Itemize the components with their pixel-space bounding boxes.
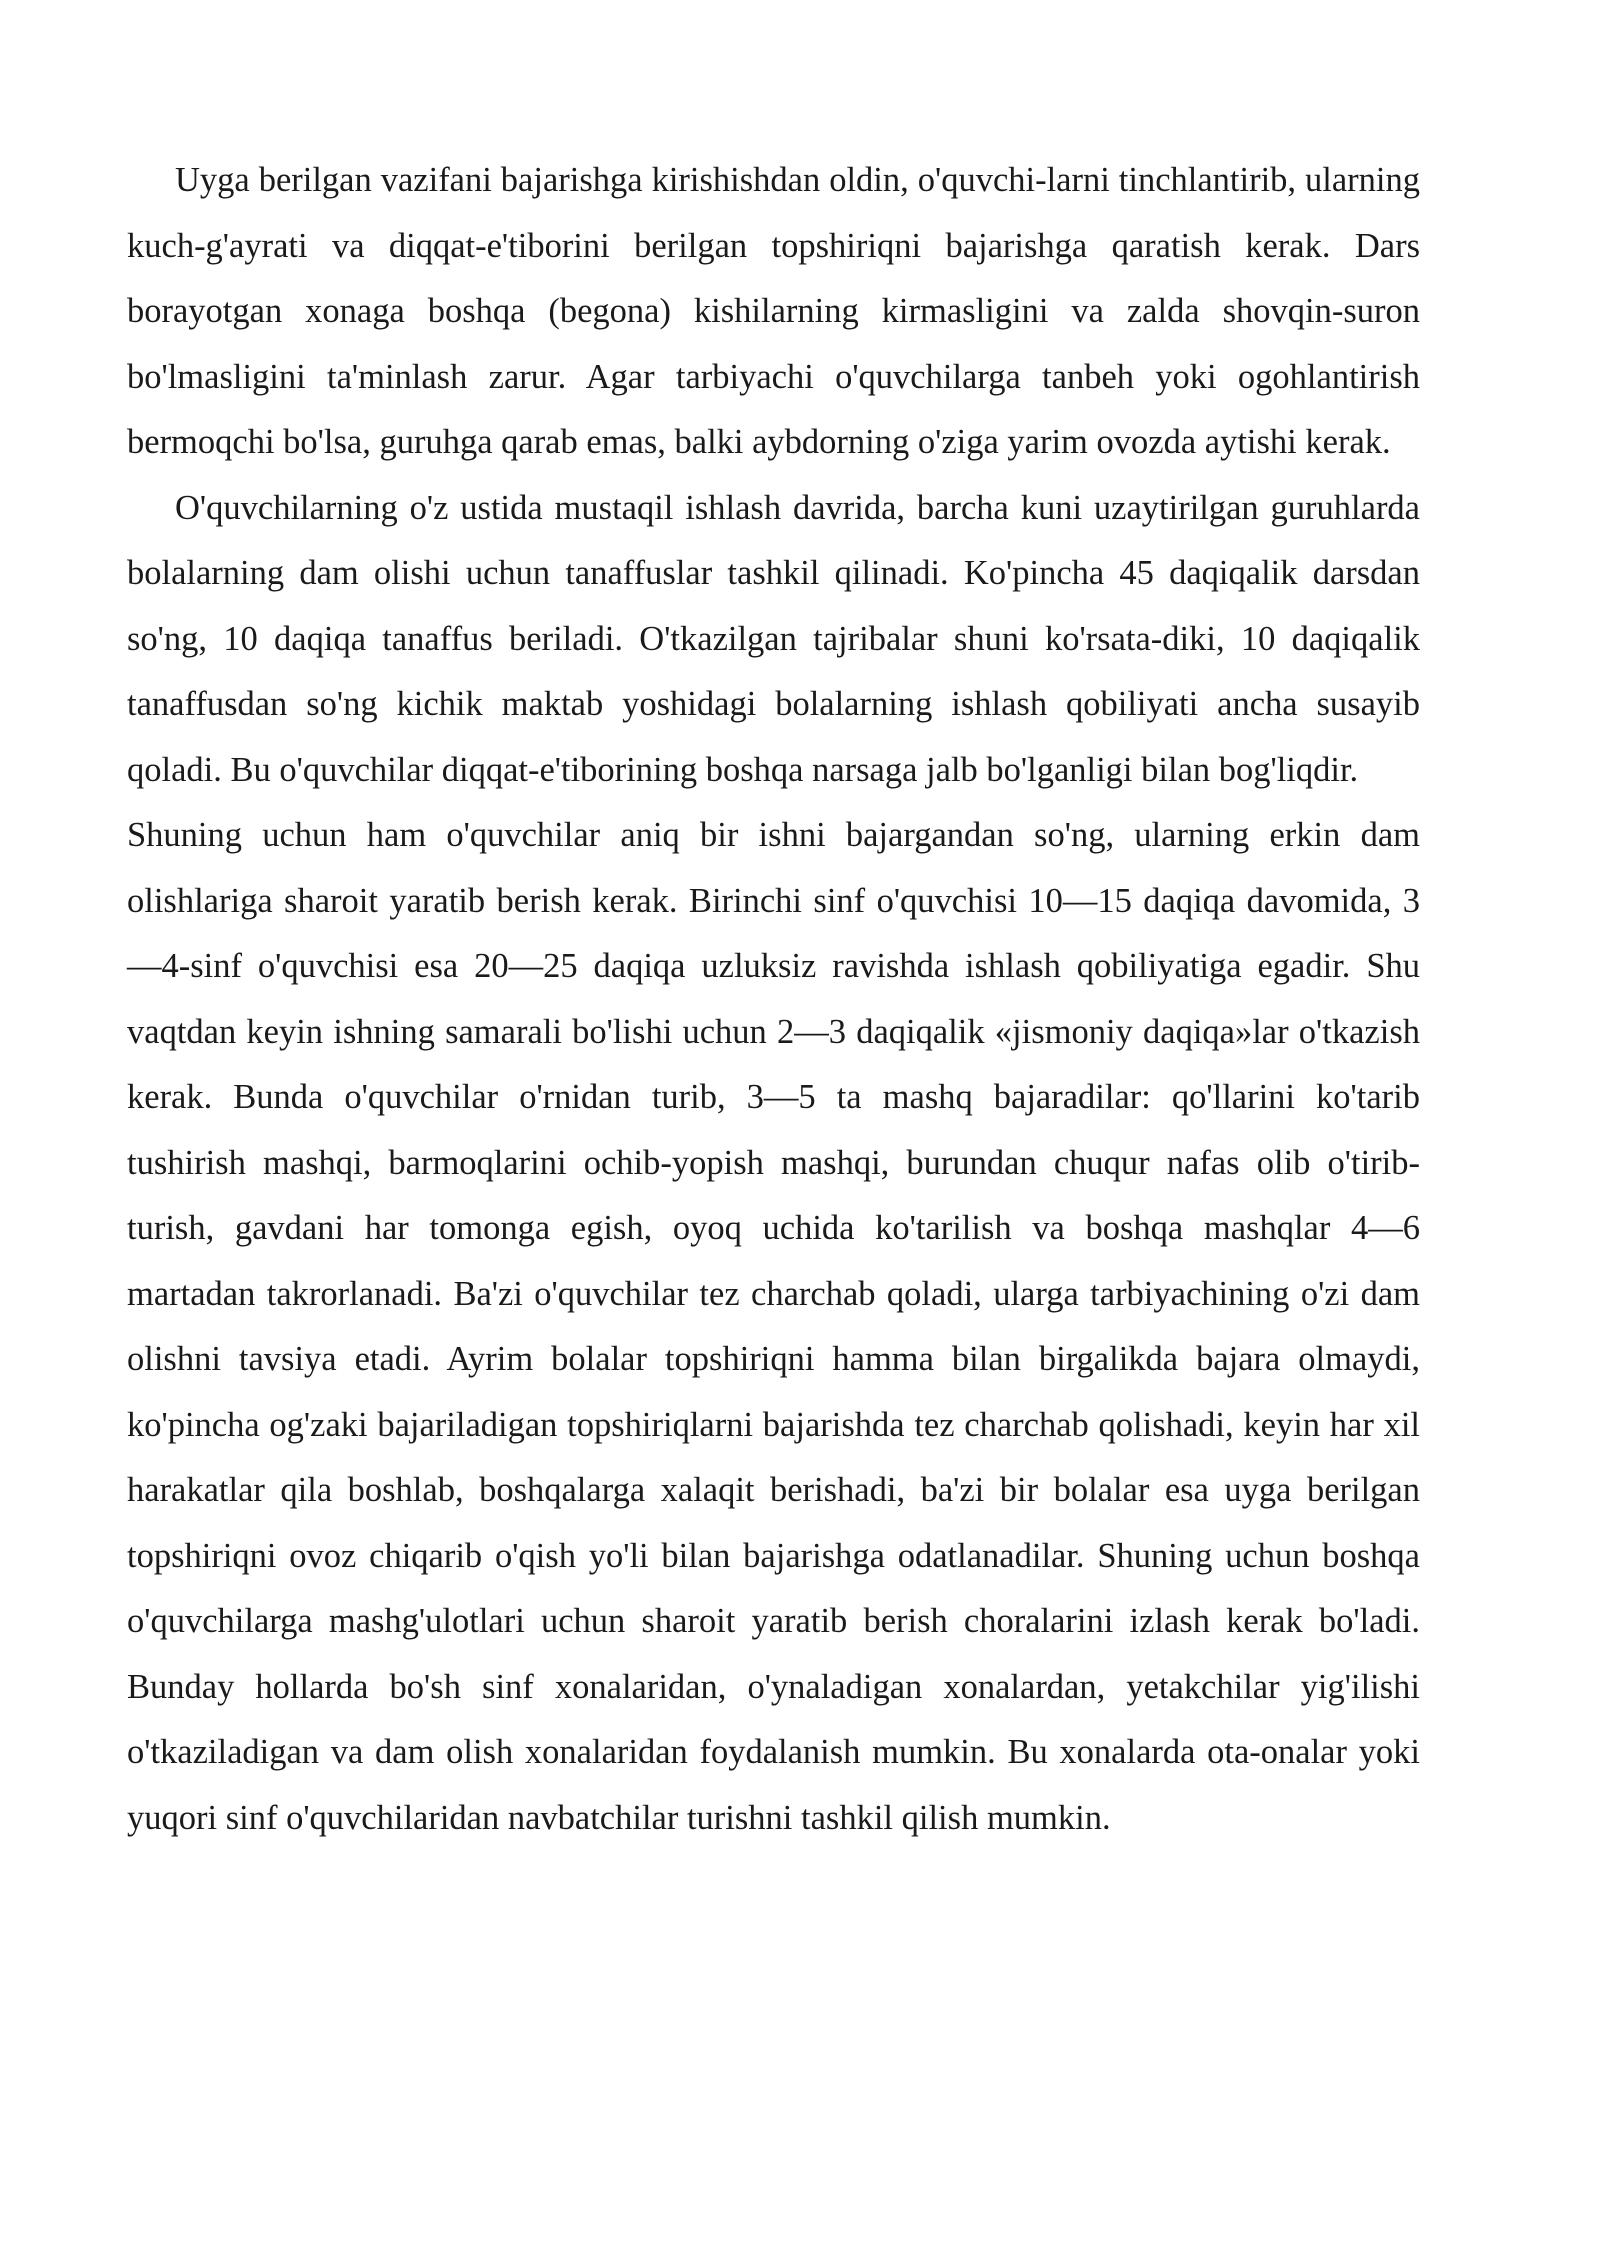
paragraph-breaks: O'quvchilarning o'z ustida mustaqil ishlash davrida, barcha kuni uzaytirilgan guruhlarda bolalarning dam olishi uchun tanaffuslar tashkil qilinadi. Ko'pincha 45 daqiqalik darsdan so'ng, 10 daqiqa tanaffus beriladi. O'tkazilgan tajribalar shuni ko'rsata-diki, 10 daqiqalik tanaffusdan so'ng kichik maktab yoshidagi bolalarning ishlash qobiliyati ancha susayib qoladi. Bu o'quvchilar diqqat-e'tiborining boshqa narsaga jalb bo'lganligi bilan bog'liqdir. [127, 488, 1420, 789]
paragraph-homework-preparation: Uyga berilgan vazifani bajarishga kirishishdan oldin, o'quvchi-larni tinchlantirib, ularning kuch-g'ayrati va diqqat-e'tiborini berilgan topshiriqni bajarishga qaratish kerak. Dars borayotgan xonaga boshqa (begona) kishilarning kirmasligini va zalda shovqin-suron bo'lmasligini ta'minlash zarur. Agar tarbiyachi o'quvchilarga tanbeh yoki ogohlantirish bermoqchi bo'lsa, guruhga qarab emas, balki aybdorning o'ziga yarim ovozda aytishi kerak. [127, 161, 1420, 461]
document-page [127, 148, 1420, 1851]
paragraph-physical-minutes: Shuning uchun ham o'quvchilar aniq bir ishni bajargandan so'ng, ularning erkin dam olishlariga sharoit yaratib berish kerak. Birinchi sinf o'quvchisi 10—15 daqiqa davomida, 3—4-sinf o'quvchisi esa 20—25 daqiqa uzluksiz ravishda ishlash qobiliyatiga egadir. Shu vaqtdan keyin ishning samarali bo'lishi uchun 2—3 daqiqalik «jismoniy daqiqa»lar o'tkazish kerak. Bunda o'quvchilar o'rnidan turib, 3—5 ta mashq bajaradilar: qo'llarini ko'tarib tushirish mashqi, barmoqlarini ochib-yopish mashqi, burundan chuqur nafas olib o'tirib-turish, gavdani har tomonga egish, oyoq uchida ko'tarilish va boshqa mashqlar 4—6 martadan takrorlanadi. Ba'zi o'quvchilar tez charchab qoladi, ularga tarbiyachining o'zi dam olishni tavsiya etadi. Ayrim bolalar topshiriqni hamma bilan birgalikda bajara olmaydi, ko'pincha og'zaki bajariladigan topshiriqlarni bajarishda tez charchab qolishadi, keyin har xil harakatlar qila boshlab, boshqalarga xalaqit berishadi, ba'zi bir bolalar esa uyga berilgan topshiriqni ovoz chiqarib o'qish yo'li bilan bajarishga odatlanadilar. Shuning uchun boshqa o'quvchilarga mashg'ulotlari uchun sharoit yaratib berish choralarini izlash kerak bo'ladi. Bunday hollarda bo'sh sinf xonalaridan, o'ynaladigan xonalardan, yetakchilar yig'ilishi o'tkaziladigan va dam olish xonalaridan foydalanish mumkin. Bu xonalarda ota-onalar yoki yuqori sinf o'quvchilaridan navbatchilar turishni tashkil qilish mumkin. [127, 816, 1420, 1837]
